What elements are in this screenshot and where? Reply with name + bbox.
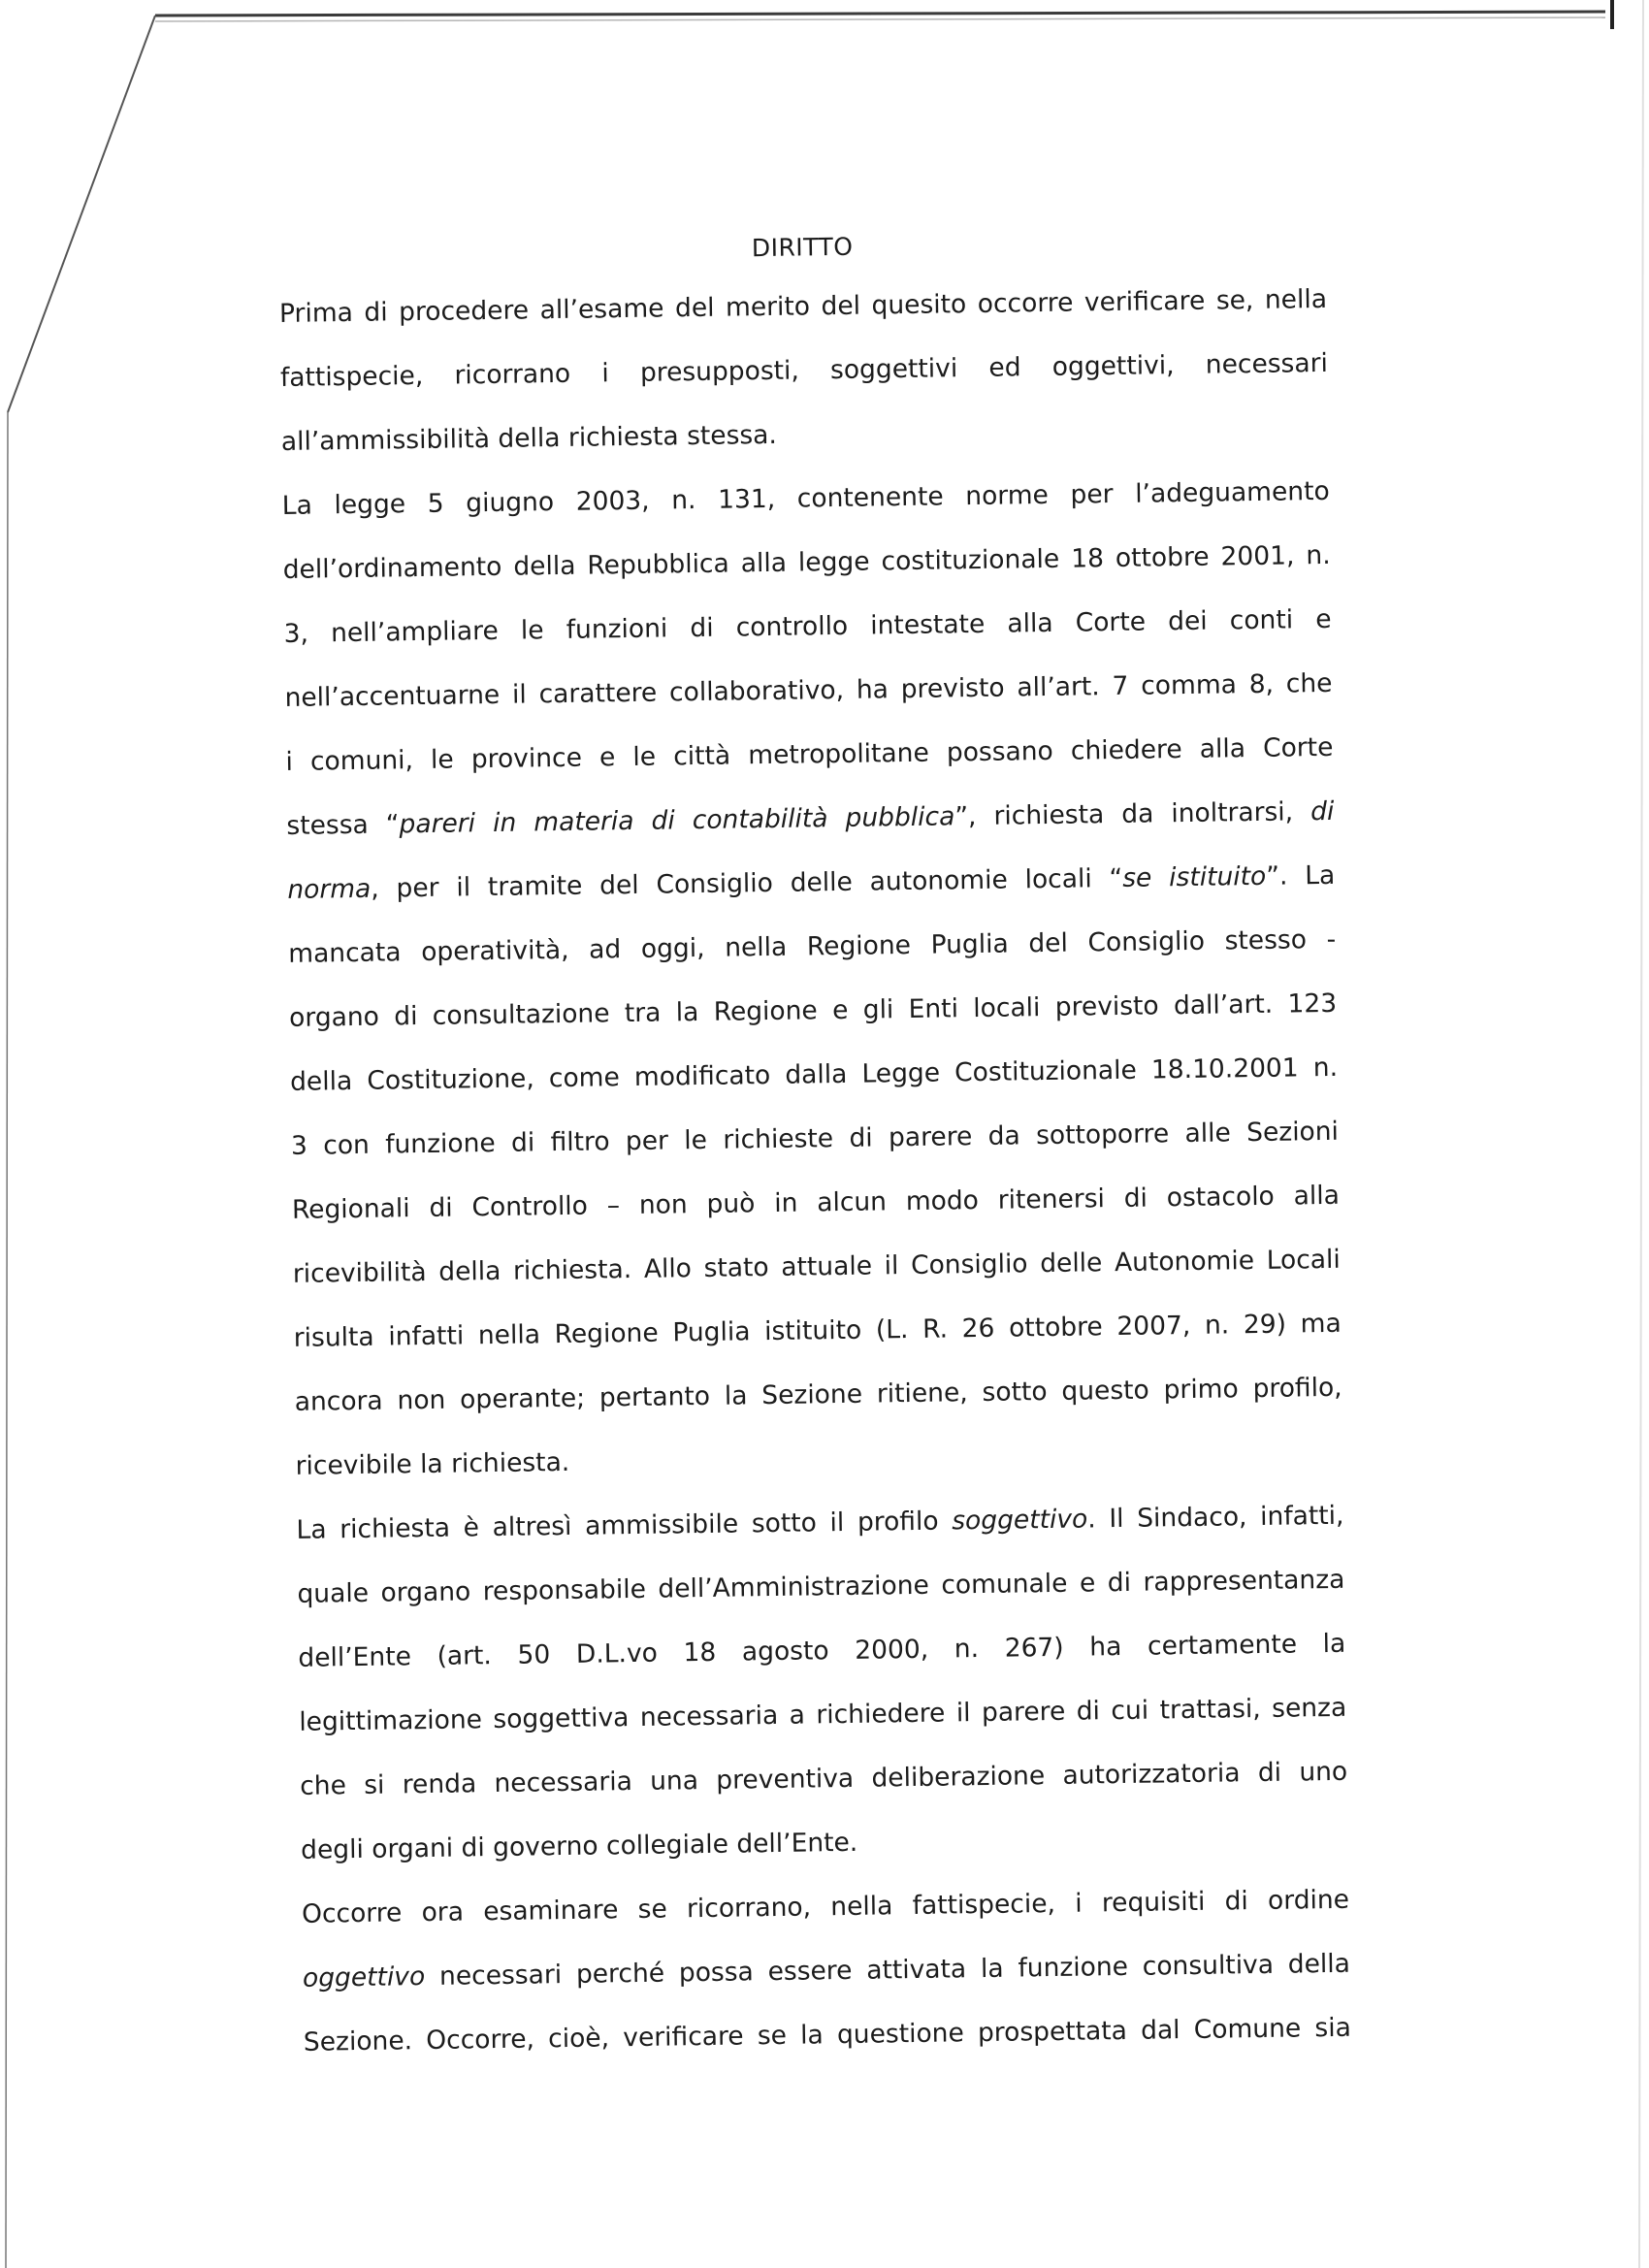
text-line: Occorre ora esaminare se ricorrano, nella fattispecie, i requisiti di ordine (301, 1884, 1350, 1929)
text-line: La legge 5 giugno 2003, n. 131, contenente norme per l’adeguamento (281, 475, 1330, 521)
text-line: degli organi di governo collegiale dell’Ente. (300, 1827, 858, 1865)
text-line: che si renda necessaria una preventiva deliberazione autorizzatoria di uno (300, 1756, 1348, 1801)
text-line: oggettivo necessari perché possa essere attivata la funzione consultiva della (302, 1948, 1351, 1993)
text-line: dell’Ente (art. 50 D.L.vo 18 agosto 2000, n. 267) ha certamente la (298, 1628, 1346, 1673)
text-line: all’ammissibilità della richiesta stessa. (280, 419, 778, 457)
text-line: Regionali di Controllo – non può in alcun modo ritenersi di ostacolo alla (291, 1180, 1341, 1225)
text-line: ricevibilità della richiesta. Allo stato attuale il Consiglio delle Autonomie Locali (292, 1244, 1341, 1289)
text-line: risulta infatti nella Regione Puglia istituito (L. R. 26 ottobre 2007, n. 29) ma (293, 1308, 1342, 1353)
text-line: della Costituzione, come modificato dalla Legge Costituzionale 18.10.2001 n. (289, 1052, 1339, 1097)
text-line: Prima di procedere all’esame del merito del quesito occorre verificare se, nella (278, 283, 1328, 329)
text-line: mancata operatività, ad oggi, nella Regione Puglia del Consiglio stesso - (288, 923, 1337, 969)
text-line: ancora non operante; pertanto la Sezione ritiene, sotto questo primo profilo, (294, 1372, 1342, 1417)
section-heading: DIRITTO (751, 232, 854, 263)
text-line: 3, nell’ampliare le funzioni di controllo intestate alla Corte dei conti e (283, 603, 1332, 649)
text-line: 3 con funzione di filtro per le richieste di parere da sottoporre alle Sezioni (290, 1116, 1340, 1161)
text-line: ricevibile la richiesta. (295, 1446, 570, 1481)
text-line: quale organo responsabile dell’Amministrazione comunale e di rappresentanza (297, 1564, 1345, 1609)
text-line: norma, per il tramite del Consiglio delle autonomie locali “se istituito”. La (287, 859, 1336, 905)
text-line: fattispecie, ricorrano i presupposti, soggettivi ed oggettivi, necessari (279, 347, 1329, 393)
text-line: nell’accentuarne il carattere collaborativo, ha previsto all’art. 7 comma 8, che (284, 667, 1333, 713)
text-line: La richiesta è altresì ammissibile sotto il profilo soggettivo. Il Sindaco, infatti, (296, 1500, 1344, 1545)
text-line: stessa “pareri in materia di contabilità pubblica”, richiesta da inoltrarsi, di (286, 795, 1335, 841)
text-line: legittimazione soggettiva necessaria a richiedere il parere di cui trattasi, senza (299, 1692, 1347, 1737)
text-line: dell’ordinamento della Repubblica alla legge costituzionale 18 ottobre 2001, n. (282, 539, 1331, 585)
text-line: i comuni, le province e le città metropolitane possano chiedere alla Corte (285, 731, 1334, 777)
text-line: organo di consultazione tra la Regione e gli Enti locali previsto dall’art. 123 (288, 988, 1338, 1033)
text-line: Sezione. Occorre, cioè, verificare se la questione prospettata dal Comune sia (303, 2012, 1352, 2057)
